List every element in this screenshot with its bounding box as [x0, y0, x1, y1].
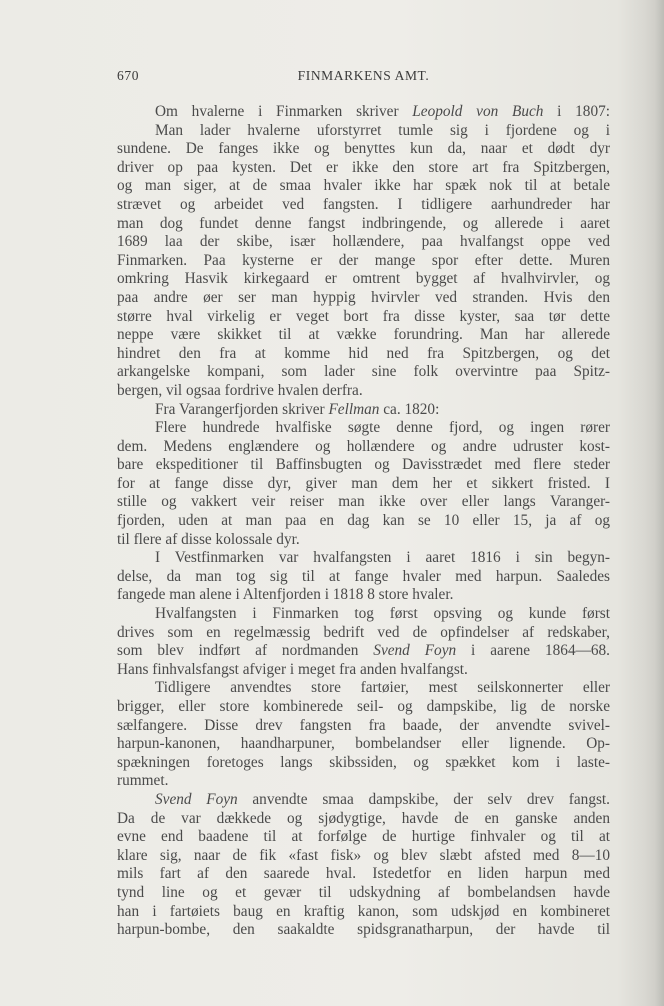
text-segment: evne end baadene til at forfølge de hurtige finhvaler og til at	[117, 828, 610, 846]
page-edge-shadow	[654, 0, 664, 1006]
text-line	[117, 568, 610, 587]
text-segment: stille og vakkert veir reiser man ikke over eller langs Varanger-	[117, 493, 610, 511]
text-segment: bergen, vil ogsaa fordrive hvalen derfra.	[117, 381, 363, 399]
text-line	[117, 624, 610, 643]
text-line	[117, 847, 610, 866]
text-line	[117, 438, 610, 457]
text-line	[117, 363, 610, 382]
text-line	[117, 345, 610, 364]
text-segment: Hans finhvalsfangst afviger i meget fra anden hvalfangst.	[117, 660, 468, 678]
text-line	[117, 289, 610, 308]
text-segment: for at fange disse dyr, giver man dem her et sikkert fristed. I	[117, 474, 610, 492]
page-header	[117, 68, 610, 88]
text-segment: dem. Medens englændere og hollændere og andre udruster kost-	[117, 437, 610, 455]
page-number: 670	[117, 68, 140, 83]
text-line	[117, 605, 610, 624]
text-line	[117, 252, 610, 271]
text-segment: harpun-kanonen, haandharpuner, bombelandser eller lignende. Op-	[117, 735, 610, 753]
text-line	[117, 122, 610, 141]
text-segment: brigger, eller store kombinerede seil- og dampskibe, lig de norske	[117, 698, 610, 715]
text-segment: Da de var dækkede og sjødygtige, havde de en ganske anden	[117, 809, 610, 827]
text-line	[117, 791, 610, 810]
running-title: FINMARKENS AMT.	[297, 68, 430, 83]
text-line	[117, 679, 610, 698]
text-segment: neppe være skikket til at vække forundring. Man har allerede	[117, 326, 610, 344]
text-segment: drives som en regelmæssig bedrift ved de opfindelser af redskaber,	[117, 623, 610, 641]
text-line	[117, 177, 610, 196]
text-segment: Hvalfangsten i Finmarken tog først opsving og kunde først	[155, 605, 610, 623]
body-text	[117, 103, 610, 940]
text-line	[117, 326, 610, 345]
text-segment: bare ekspeditioner til Baffinsbugten og Davisstrædet med flere steder	[117, 456, 610, 474]
text-line	[117, 642, 610, 661]
text-segment: paa andre øer ser man hyppig hvirvler ved stranden. Hvis den	[117, 288, 610, 306]
text-segment: hindret den fra at komme hid ned fra Spitzbergen, og det	[117, 344, 610, 362]
text-segment: anvendte smaa dampskibe, der selv drev fangst.	[237, 790, 610, 808]
text-line	[117, 865, 610, 884]
text-segment: Om hvalerne i Finmarken skriver	[155, 103, 413, 120]
text-line	[117, 903, 610, 922]
text-segment: harpun-bombe, den saakaldte spidsgranatharpun, der havde til	[117, 921, 610, 939]
text-segment: arkangelske kompani, som lader sine folk overvintre paa Spitz-	[117, 363, 610, 381]
text-line	[117, 475, 610, 494]
text-segment: Tidligere anvendtes store fartøier, mest seilskonnerter eller	[155, 679, 610, 697]
text-segment: mils fart af den saarede hval. Istedetfor en liden harpun med	[117, 865, 610, 883]
text-line	[117, 772, 610, 791]
text-line	[117, 754, 610, 773]
text-segment: Man lader hvalerne uforstyrret tumle sig i fjordene og i	[155, 121, 610, 139]
text-segment: I Vestfinmarken var hvalfangsten i aaret 1816 i sin begyn-	[155, 549, 610, 567]
text-segment: Flere hundrede hvalfiske søgte denne fjord, og ingen rører	[155, 419, 610, 437]
text-segment: i aarene 1864—68.	[456, 642, 611, 660]
text-line	[117, 661, 610, 680]
text-segment: og man siger, at de smaa hvaler ikke har spæk nok til at betale	[117, 177, 610, 195]
text-segment: som blev indført af nordmanden	[117, 642, 374, 660]
italic-name: Svend Foyn	[155, 790, 238, 808]
text-segment: til flere af disse kolossale dyr.	[117, 530, 300, 548]
italic-name: Fellman	[328, 400, 380, 418]
text-line	[117, 270, 610, 289]
text-line	[117, 419, 610, 438]
text-line	[117, 215, 610, 234]
text-line	[117, 921, 610, 940]
text-line	[117, 512, 610, 531]
italic-name: Svend Foyn	[373, 642, 457, 660]
text-segment: sælfangere. Disse drev fangsten fra baade, der anvendte svivel-	[117, 716, 610, 734]
text-line	[117, 828, 610, 847]
text-line	[117, 735, 610, 754]
text-segment: delse, da man tog sig til at fange hvaler med harpun. Saaledes	[117, 567, 610, 585]
text-line	[117, 884, 610, 903]
text-line	[117, 382, 610, 401]
text-segment: spækningen foretoges langs skibssiden, og spækket kom i laste-	[117, 753, 610, 771]
text-segment: fangede man alene i Altenfjorden i 1818 8 store hvaler.	[117, 586, 454, 604]
text-segment: rummet.	[117, 772, 169, 790]
text-segment: sundene. De fanges ikke og benyttes kun da, naar et dødt dyr	[117, 140, 610, 158]
text-line	[117, 810, 610, 829]
text-line	[117, 456, 610, 475]
text-line	[117, 401, 610, 420]
text-line	[117, 103, 610, 122]
text-segment: man dog fundet denne fangst indbringende, og allerede i aaret	[117, 214, 610, 232]
text-line	[117, 698, 610, 717]
text-segment: i 1807:	[543, 103, 611, 120]
text-line	[117, 159, 610, 178]
text-segment: Finmarken. Paa kysterne er der mange spor efter dette. Muren	[117, 251, 610, 269]
text-segment: 1689 laa der skibe, især hollændere, paa hvalfangst oppe ved	[117, 233, 610, 251]
text-segment: fjorden, uden at man paa en dag kan se 10 eller 15, ja af og	[117, 512, 610, 530]
text-line	[117, 549, 610, 568]
text-segment: driver op paa kysten. Det er ikke den store art fra Spitzbergen,	[117, 158, 610, 176]
text-segment: strævet og arbeidet ved fangsten. I tidligere aarhundreder har	[117, 195, 610, 213]
text-line	[117, 140, 610, 159]
text-segment: tynd line og et gevær til udskydning af bombelandsen havde	[117, 883, 610, 901]
text-segment: klare sig, naar de fik «fast fisk» og blev slæbt afsted med 8—10	[117, 846, 610, 864]
text-segment: Fra Varangerfjorden skriver	[155, 400, 329, 418]
text-segment: han i fartøiets baug en kraftig kanon, som udskjød en kombineret	[117, 902, 610, 920]
text-line	[117, 717, 610, 736]
text-line	[117, 493, 610, 512]
text-segment: større hval virkelig er veget bort fra disse kyster, saa tør dette	[117, 307, 610, 325]
text-line	[117, 233, 610, 252]
text-segment: ca. 1820:	[379, 400, 440, 418]
text-segment: omkring Hasvik kirkegaard er omtrent bygget af hvalhvirvler, og	[117, 270, 610, 288]
text-line	[117, 531, 610, 550]
italic-name: Leopold von Buch	[412, 103, 544, 120]
text-line	[117, 308, 610, 327]
text-line	[117, 196, 610, 215]
text-line	[117, 586, 610, 605]
